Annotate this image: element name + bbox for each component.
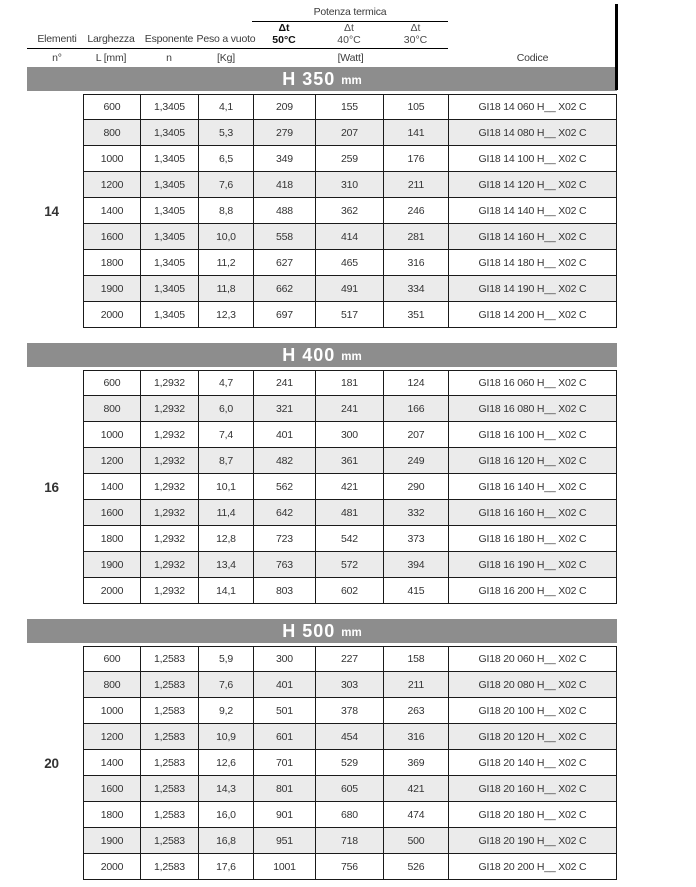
cell-watt-30: 281 [383,224,448,250]
table-row [0,854,696,880]
cell-codice: GI18 20 180 H__ X02 C [448,802,617,828]
cell-watt-50: 701 [253,750,315,776]
cell-watt-50: 803 [253,578,315,604]
cell-watt-50: 482 [253,448,315,474]
cell-larghezza: 1900 [83,552,140,578]
cell-watt-30: 263 [383,698,448,724]
cell-watt-50: 241 [253,370,315,396]
cell-watt-40: 491 [315,276,383,302]
cell-esponente: 1,2932 [140,500,198,526]
elementi-value [0,578,83,604]
dt-temp: 40°C [337,33,361,46]
cell-watt-40: 181 [315,370,383,396]
cell-watt-40: 756 [315,854,383,880]
cell-esponente: 1,3405 [140,276,198,302]
cell-peso: 16,8 [198,828,253,854]
cell-watt-50: 801 [253,776,315,802]
cell-larghezza: 800 [83,396,140,422]
cell-peso: 9,2 [198,698,253,724]
cell-watt-30: 211 [383,672,448,698]
cell-watt-40: 542 [315,526,383,552]
cell-peso: 7,4 [198,422,253,448]
table-row [0,250,696,276]
cell-watt-50: 642 [253,500,315,526]
elementi-value [0,94,83,120]
cell-watt-30: 474 [383,802,448,828]
col-header-esponente: Esponente [144,33,194,45]
cell-esponente: 1,2583 [140,646,198,672]
cell-larghezza: 1000 [83,698,140,724]
unit-label-peso: [Kg] [217,52,235,64]
cell-codice: GI18 20 120 H__ X02 C [448,724,617,750]
elementi-value [0,724,83,750]
cell-watt-30: 394 [383,552,448,578]
elementi-value [0,224,83,250]
elementi-value [0,396,83,422]
unit-label-larghezza: L [mm] [95,52,127,64]
cell-codice: GI18 16 180 H__ X02 C [448,526,617,552]
cell-watt-30: 166 [383,396,448,422]
table-row [0,578,696,604]
dt-symbol: Δt [278,22,290,34]
cell-peso: 11,4 [198,500,253,526]
cell-larghezza: 2000 [83,302,140,328]
table-row [0,724,696,750]
cell-watt-30: 369 [383,750,448,776]
cell-watt-50: 723 [253,526,315,552]
dt-symbol: Δt [410,22,421,34]
cell-esponente: 1,3405 [140,198,198,224]
cell-watt-40: 465 [315,250,383,276]
cell-watt-30: 105 [383,94,448,120]
cell-codice: GI18 16 080 H__ X02 C [448,396,617,422]
cell-peso: 12,3 [198,302,253,328]
cell-peso: 7,6 [198,672,253,698]
cell-larghezza: 600 [83,94,140,120]
cell-codice: GI18 16 060 H__ X02 C [448,370,617,396]
cell-watt-40: 241 [315,396,383,422]
cell-watt-50: 501 [253,698,315,724]
cell-watt-40: 378 [315,698,383,724]
header-underline [27,48,448,49]
col-header-elementi: Elementi [37,33,77,45]
section-h-400 [0,343,696,604]
cell-watt-50: 279 [253,120,315,146]
cell-esponente: 1,2583 [140,776,198,802]
cell-esponente: 1,3405 [140,146,198,172]
cell-peso: 6,5 [198,146,253,172]
cell-esponente: 1,2583 [140,802,198,828]
cell-larghezza: 1400 [83,198,140,224]
elementi-value [0,250,83,276]
elementi-value [0,370,83,396]
cell-esponente: 1,2583 [140,672,198,698]
cell-esponente: 1,2932 [140,578,198,604]
table-row [0,474,696,500]
table-row [0,500,696,526]
cell-esponente: 1,2583 [140,724,198,750]
cell-larghezza: 800 [83,672,140,698]
cell-watt-50: 321 [253,396,315,422]
col-header-dt-50 [254,23,314,46]
cell-watt-50: 697 [253,302,315,328]
cell-watt-40: 602 [315,578,383,604]
cell-codice: GI18 16 100 H__ X02 C [448,422,617,448]
elementi-value [0,500,83,526]
cell-esponente: 1,2932 [140,422,198,448]
cell-watt-40: 680 [315,802,383,828]
cell-watt-50: 488 [253,198,315,224]
cell-esponente: 1,2932 [140,552,198,578]
dt-temp: 50°C [272,33,296,46]
cell-watt-30: 249 [383,448,448,474]
table-row [0,120,696,146]
elementi-value [0,672,83,698]
cell-watt-30: 421 [383,776,448,802]
elementi-value [0,526,83,552]
table-row [0,552,696,578]
cell-watt-30: 176 [383,146,448,172]
cell-watt-30: 124 [383,370,448,396]
table-row [0,302,696,328]
elementi-value [0,698,83,724]
col-header-dt-30 [385,23,446,46]
cell-codice: GI18 16 120 H__ X02 C [448,448,617,474]
cell-larghezza: 1400 [83,474,140,500]
cell-peso: 5,3 [198,120,253,146]
cell-peso: 11,8 [198,276,253,302]
unit-label-elementi: n° [52,52,62,64]
cell-peso: 7,6 [198,172,253,198]
cell-watt-30: 316 [383,724,448,750]
cell-codice: GI18 20 060 H__ X02 C [448,646,617,672]
page-edge-rule [615,4,618,90]
dt-symbol: Δt [344,22,354,34]
cell-larghezza: 1000 [83,422,140,448]
cell-peso: 6,0 [198,396,253,422]
cell-watt-30: 141 [383,120,448,146]
elementi-value [0,552,83,578]
cell-watt-40: 362 [315,198,383,224]
cell-esponente: 1,3405 [140,94,198,120]
cell-codice: GI18 14 140 H__ X02 C [448,198,617,224]
section-title: H 500 [282,620,336,641]
cell-esponente: 1,2583 [140,698,198,724]
elementi-value [0,172,83,198]
table-row [0,802,696,828]
elementi-value: 16 [0,474,83,500]
cell-esponente: 1,3405 [140,224,198,250]
elementi-value [0,146,83,172]
table-row [0,750,696,776]
cell-codice: GI18 14 190 H__ X02 C [448,276,617,302]
cell-watt-30: 246 [383,198,448,224]
cell-larghezza: 2000 [83,578,140,604]
cell-watt-50: 401 [253,672,315,698]
unit-label-esponente: n [166,52,172,64]
cell-esponente: 1,2932 [140,448,198,474]
elementi-value [0,422,83,448]
section-header-band [27,619,617,643]
table-header [0,0,696,67]
table-row [0,448,696,474]
cell-larghezza: 1200 [83,172,140,198]
section-header-band [27,343,617,367]
cell-watt-30: 351 [383,302,448,328]
cell-watt-40: 259 [315,146,383,172]
cell-watt-50: 401 [253,422,315,448]
cell-watt-50: 627 [253,250,315,276]
cell-codice: GI18 14 180 H__ X02 C [448,250,617,276]
cell-watt-50: 300 [253,646,315,672]
elementi-value [0,646,83,672]
cell-codice: GI18 14 200 H__ X02 C [448,302,617,328]
cell-watt-40: 300 [315,422,383,448]
cell-esponente: 1,3405 [140,250,198,276]
table-row [0,198,696,224]
cell-larghezza: 1900 [83,276,140,302]
cell-peso: 10,9 [198,724,253,750]
cell-watt-30: 526 [383,854,448,880]
cell-watt-30: 500 [383,828,448,854]
table-row [0,646,696,672]
cell-watt-30: 207 [383,422,448,448]
col-header-dt-40 [317,23,381,46]
cell-esponente: 1,2932 [140,474,198,500]
cell-larghezza: 1800 [83,802,140,828]
table-row [0,698,696,724]
cell-peso: 4,7 [198,370,253,396]
cell-watt-30: 334 [383,276,448,302]
cell-watt-40: 517 [315,302,383,328]
cell-watt-50: 562 [253,474,315,500]
cell-larghezza: 600 [83,646,140,672]
elementi-value [0,776,83,802]
cell-watt-40: 605 [315,776,383,802]
cell-peso: 17,6 [198,854,253,880]
cell-peso: 10,1 [198,474,253,500]
cell-esponente: 1,2583 [140,854,198,880]
cell-larghezza: 1800 [83,250,140,276]
elementi-value [0,802,83,828]
column-group-title: Potenza termica [313,6,387,18]
elementi-value [0,302,83,328]
cell-watt-50: 558 [253,224,315,250]
cell-larghezza: 1600 [83,224,140,250]
section-header-band [27,67,617,91]
cell-watt-30: 158 [383,646,448,672]
col-header-larghezza: Larghezza [87,33,135,45]
dt-temp: 30°C [403,33,428,46]
col-header-peso-a-vuoto: Peso a vuoto [196,33,256,45]
cell-watt-30: 415 [383,578,448,604]
cell-codice: GI18 16 160 H__ X02 C [448,500,617,526]
cell-peso: 13,4 [198,552,253,578]
cell-esponente: 1,2932 [140,526,198,552]
table-row [0,224,696,250]
cell-watt-40: 414 [315,224,383,250]
cell-watt-30: 373 [383,526,448,552]
cell-peso: 5,9 [198,646,253,672]
cell-esponente: 1,2932 [140,370,198,396]
cell-esponente: 1,3405 [140,120,198,146]
table-row [0,422,696,448]
cell-watt-50: 763 [253,552,315,578]
cell-watt-50: 901 [253,802,315,828]
cell-larghezza: 800 [83,120,140,146]
cell-codice: GI18 20 140 H__ X02 C [448,750,617,776]
cell-watt-40: 718 [315,828,383,854]
cell-watt-40: 454 [315,724,383,750]
elementi-value [0,276,83,302]
cell-larghezza: 600 [83,370,140,396]
cell-watt-50: 951 [253,828,315,854]
cell-peso: 16,0 [198,802,253,828]
cell-codice: GI18 20 190 H__ X02 C [448,828,617,854]
cell-codice: GI18 20 160 H__ X02 C [448,776,617,802]
elementi-value [0,854,83,880]
cell-codice: GI18 20 080 H__ X02 C [448,672,617,698]
section-title-unit: mm [341,75,362,87]
cell-watt-40: 227 [315,646,383,672]
table-row [0,276,696,302]
section-title-unit: mm [341,627,362,639]
cell-codice: GI18 16 200 H__ X02 C [448,578,617,604]
section-title-unit: mm [341,351,362,363]
cell-watt-40: 529 [315,750,383,776]
elementi-value [0,120,83,146]
cell-watt-40: 207 [315,120,383,146]
cell-watt-30: 211 [383,172,448,198]
table-row [0,94,696,120]
sections-container [0,67,696,880]
section-title: H 400 [282,344,336,365]
elementi-value: 20 [0,750,83,776]
cell-codice: GI18 20 100 H__ X02 C [448,698,617,724]
cell-peso: 14,3 [198,776,253,802]
cell-watt-50: 349 [253,146,315,172]
cell-larghezza: 1400 [83,750,140,776]
cell-larghezza: 2000 [83,854,140,880]
cell-peso: 14,1 [198,578,253,604]
table-row [0,146,696,172]
cell-watt-30: 290 [383,474,448,500]
cell-peso: 12,8 [198,526,253,552]
cell-watt-30: 332 [383,500,448,526]
cell-codice: GI18 16 140 H__ X02 C [448,474,617,500]
cell-peso: 12,6 [198,750,253,776]
cell-larghezza: 1600 [83,776,140,802]
cell-peso: 11,2 [198,250,253,276]
cell-larghezza: 1200 [83,724,140,750]
col-header-codice: Codice [516,52,549,64]
table-row [0,776,696,802]
table-row [0,828,696,854]
unit-label-watt: [Watt] [337,52,364,64]
cell-esponente: 1,2932 [140,396,198,422]
cell-larghezza: 1000 [83,146,140,172]
section-h-350 [0,67,696,328]
cell-codice: GI18 14 080 H__ X02 C [448,120,617,146]
cell-larghezza: 1900 [83,828,140,854]
elementi-value [0,448,83,474]
cell-codice: GI18 14 120 H__ X02 C [448,172,617,198]
table-row [0,370,696,396]
cell-watt-40: 303 [315,672,383,698]
cell-watt-40: 155 [315,94,383,120]
cell-peso: 8,7 [198,448,253,474]
elementi-value [0,828,83,854]
cell-watt-40: 361 [315,448,383,474]
cell-codice: GI18 14 160 H__ X02 C [448,224,617,250]
cell-peso: 4,1 [198,94,253,120]
cell-watt-40: 481 [315,500,383,526]
cell-codice: GI18 20 200 H__ X02 C [448,854,617,880]
elementi-value: 14 [0,198,83,224]
cell-peso: 10,0 [198,224,253,250]
cell-esponente: 1,2583 [140,750,198,776]
table-row [0,526,696,552]
section-title: H 350 [282,68,336,89]
cell-watt-30: 316 [383,250,448,276]
cell-watt-40: 572 [315,552,383,578]
table-row [0,396,696,422]
cell-codice: GI18 16 190 H__ X02 C [448,552,617,578]
cell-watt-50: 418 [253,172,315,198]
cell-larghezza: 1800 [83,526,140,552]
cell-watt-50: 209 [253,94,315,120]
cell-watt-50: 1001 [253,854,315,880]
section-h-500 [0,619,696,880]
cell-watt-40: 310 [315,172,383,198]
cell-watt-50: 662 [253,276,315,302]
cell-larghezza: 1600 [83,500,140,526]
cell-peso: 8,8 [198,198,253,224]
cell-esponente: 1,3405 [140,302,198,328]
cell-codice: GI18 14 100 H__ X02 C [448,146,617,172]
cell-watt-40: 421 [315,474,383,500]
cell-esponente: 1,3405 [140,172,198,198]
table-row [0,172,696,198]
cell-watt-50: 601 [253,724,315,750]
cell-codice: GI18 14 060 H__ X02 C [448,94,617,120]
cell-esponente: 1,2583 [140,828,198,854]
cell-larghezza: 1200 [83,448,140,474]
table-row [0,672,696,698]
